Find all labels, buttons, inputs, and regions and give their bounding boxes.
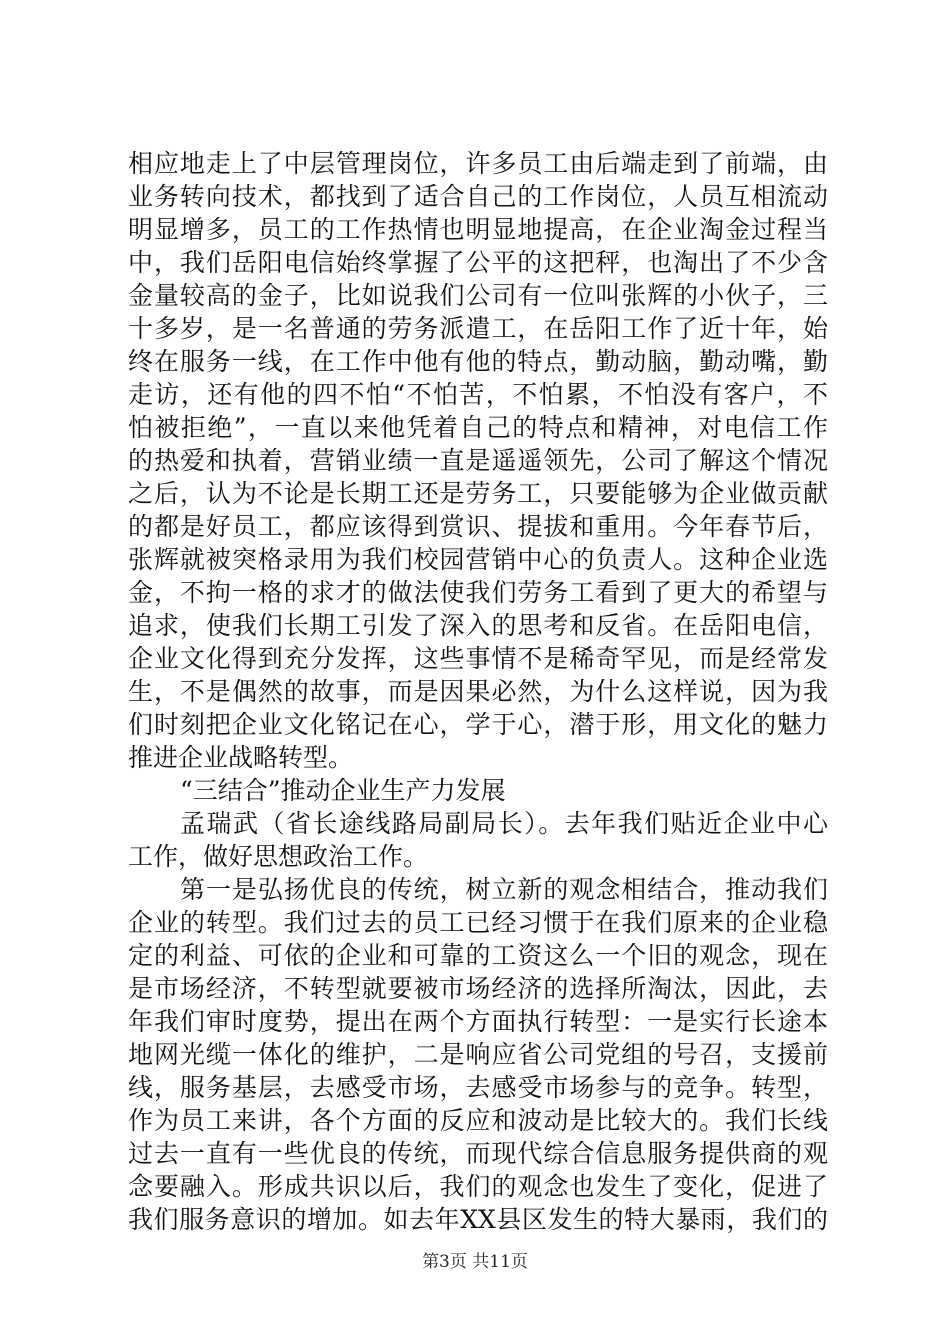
text-line: 念要融入。形成共识以后，我们的观念也发生了变化，促进了 [128,1172,828,1201]
text-line: 怕被拒绝”，一直以来他凭着自己的特点和精神，对电信工作 [128,413,828,442]
text-line: 定的利益、可依的企业和可靠的工资这么一个旧的观念，现在 [128,941,828,970]
text-line: 企业文化得到充分发挥，这些事情不是稀奇罕见，而是经常发 [128,644,828,673]
speaker-line: 孟瑞武（省长途线路局副局长）。去年我们贴近企业中心 [180,809,828,838]
text-line: 业务转向技术，都找到了适合自己的工作岗位，人员互相流动 [128,182,828,211]
text-line: 金，不拘一格的求才的做法使我们劳务工看到了更大的希望与 [128,578,828,607]
text-line: 的都是好员工，都应该得到赏识、提拔和重用。今年春节后， [128,512,828,541]
text-line: 中，我们岳阳电信始终掌握了公平的这把秤，也淘出了不少含 [128,248,828,277]
text-line: 终在服务一线，在工作中他有他的特点，勤动脑，勤动嘴，勤 [128,347,828,376]
text-line: 是市场经济，不转型就要被市场经济的选择所淘汰，因此，去 [128,974,828,1003]
text-line: 之后，认为不论是长期工还是劳务工，只要能够为企业做贡献 [128,479,828,508]
paragraph-end-line: 工作，做好思想政治工作。 [128,842,429,871]
text-line: 追求，使我们长期工引发了深入的思考和反省。在岳阳电信， [128,611,828,640]
page-number-footer: 第3页 共11页 [422,1252,528,1272]
text-line: 相应地走上了中层管理岗位，许多员工由后端走到了前端，由 [128,149,828,178]
text-line: 金量较高的金子，比如说我们公司有一位叫张辉的小伙子，三 [128,281,828,310]
text-line: 地网光缆一体化的维护，二是响应省公司党组的号召，支援前 [128,1040,828,1069]
text-line: 过去一直有一些优良的传统，而现代综合信息服务提供商的观 [128,1139,828,1168]
text-line: 企业的转型。我们过去的员工已经习惯于在我们原来的企业稳 [128,908,828,937]
text-line: 我们服务意识的增加。如去年XX县区发生的特大暴雨，我们的 [128,1205,828,1234]
text-line: 作为员工来讲，各个方面的反应和波动是比较大的。我们长线 [128,1106,828,1135]
text-line: 年我们审时度势，提出在两个方面执行转型：一是实行长途本 [128,1007,828,1036]
text-line: 线，服务基层，去感受市场，去感受市场参与的竞争。转型， [128,1073,828,1102]
text-line: 们时刻把企业文化铭记在心，学于心，潜于形，用文化的魅力 [128,710,828,739]
text-line: 生，不是偶然的故事，而是因果必然，为什么这样说，因为我 [128,677,828,706]
text-line: 明显增多，员工的工作热情也明显地提高，在企业淘金过程当 [128,215,828,244]
text-line: 十多岁，是一名普通的劳务派遣工，在岳阳工作了近十年，始 [128,314,828,343]
section-heading: “三结合”推动企业生产力发展 [180,776,506,805]
text-line: 走访，还有他的四不怕“不怕苦，不怕累，不怕没有客户，不 [128,380,828,409]
paragraph-end-line: 推进企业战略转型。 [128,743,354,772]
text-line: 张辉就被突格录用为我们校园营销中心的负责人。这种企业选 [128,545,828,574]
text-line: 的热爱和执着，营销业绩一直是遥遥领先，公司了解这个情况 [128,446,828,475]
paragraph-start-line: 第一是弘扬优良的传统，树立新的观念相结合，推动我们 [180,875,828,904]
body-text [128,147,828,1236]
